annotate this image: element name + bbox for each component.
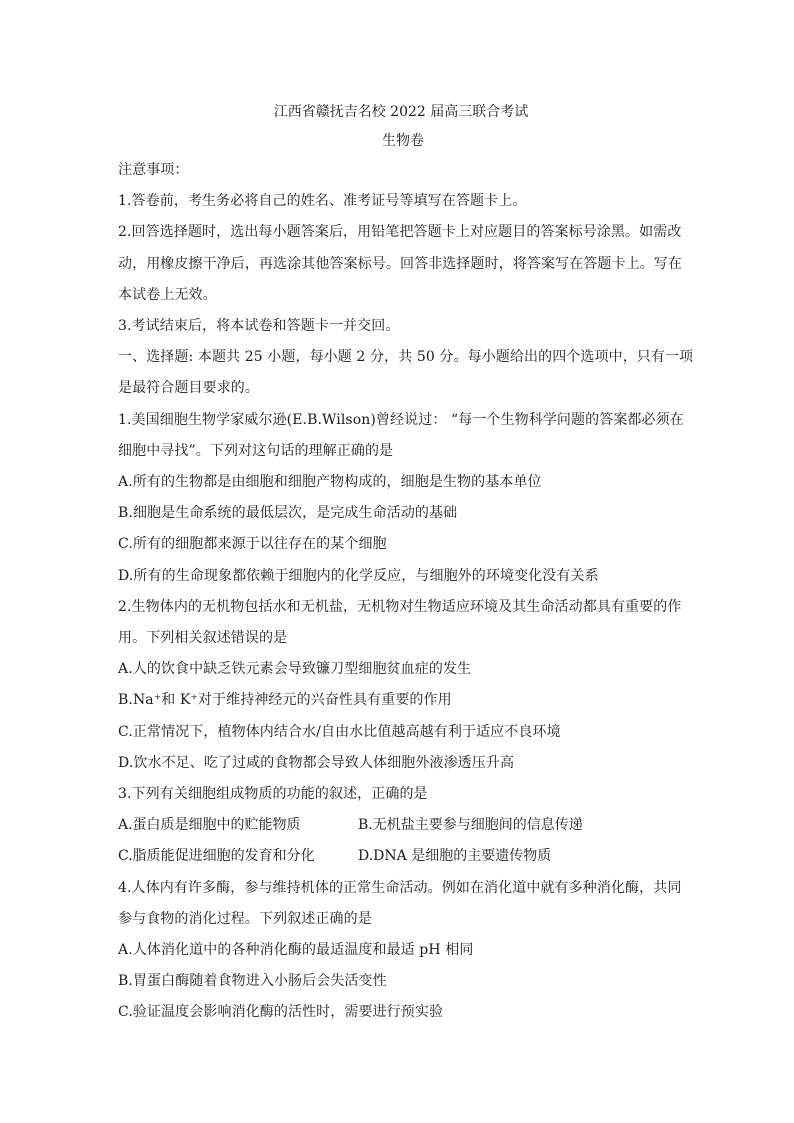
section-header: 一、选择题: 本题共 25 小题，每小题 2 分，共 50 分。每小题给出的四个选项中，只有一项: [118, 349, 694, 366]
question-2-option-a: A.人的饮食中缺乏铁元素会导致镰刀型细胞贫血症的发生: [118, 661, 472, 678]
note-line: 2.回答选择题时，选出每小题答案后，用铅笔把答题卡上对应题目的答案标号涂黑。如需改: [118, 224, 682, 241]
question-2-option-b: B.Na⁺和 K⁺对于维持神经元的兴奋性具有重要的作用: [118, 692, 452, 709]
note-line: 动，用橡皮擦干净后，再选涂其他答案标号。回答非选择题时，将答案写在答题卡上。写在: [118, 255, 682, 272]
question-1-option-a: A.所有的生物都是由细胞和细胞产物构成的，细胞是生物的基本单位: [118, 474, 542, 491]
question-4-option-c: C.验证温度会影响消化酶的活性时，需要进行预实验: [118, 1004, 444, 1021]
notes-header: 注意事项：: [118, 162, 189, 178]
exam-subtitle: 生物卷: [382, 133, 424, 149]
question-1-option-d: D.所有的生命现象都依赖于细胞内的化学反应，与细胞外的环境变化没有关系: [118, 567, 599, 584]
question-4-option-a: A.人体消化道中的各种消化酶的最适温度和最适 pH 相同: [118, 942, 474, 959]
question-1-stem: 1.美国细胞生物学家威尔逊(E.B.Wilson)曾经说过： “每一个生物科学问题的答案都必须在: [118, 411, 684, 428]
question-3-option-c: C.脂质能促进细胞的发育和分化: [118, 848, 315, 865]
question-1-option-c: C.所有的细胞都来源于以往存在的某个细胞: [118, 536, 387, 553]
section-header: 是最符合题目要求的。: [118, 380, 259, 397]
question-3-option-d: D.DNA 是细胞的主要遗传物质: [358, 848, 552, 865]
question-4-option-b: B.胃蛋白酶随着食物进入小肠后会失活变性: [118, 973, 387, 990]
note-line: 本试卷上无效。: [118, 286, 217, 303]
note-line: 1.答卷前，考生务必将自己的姓名、准考证号等填写在答题卡上。: [118, 193, 527, 210]
question-3-option-b: B.无机盐主要参与细胞间的信息传递: [358, 817, 583, 834]
exam-title: 江西省赣抚吉名校 2022 届高三联合考试: [273, 104, 529, 120]
question-3-option-a: A.蛋白质是细胞中的贮能物质: [118, 817, 301, 834]
question-1-option-b: B.细胞是生命系统的最低层次，是完成生命活动的基础: [118, 505, 458, 522]
question-4-stem: 参与食物的消化过程。下列叙述正确的是: [118, 910, 372, 927]
question-3-options-row: [118, 810, 678, 841]
question-2-option-c: C.正常情况下，植物体内结合水/自由水比值越高越有利于适应不良环境: [118, 723, 561, 740]
question-2-stem: 2.生物体内的无机物包括水和无机盐，无机物对生物适应环境及其生命活动都具有重要的作: [118, 598, 682, 615]
question-1-stem: 细胞中寻找”。下列对这句话的理解正确的是: [118, 442, 394, 459]
question-2-stem: 用。下列相关叙述错误的是: [118, 630, 288, 647]
question-2-option-d: D.饮水不足、吃了过咸的食物都会导致人体细胞外液渗透压升高: [118, 754, 515, 771]
question-3-stem: 3.下列有关细胞组成物质的功能的叙述，正确的是: [118, 786, 428, 803]
question-3-options-row: [118, 841, 678, 872]
exam-page: [118, 101, 694, 1029]
note-line: 3.考试结束后，将本试卷和答题卡一并交回。: [118, 318, 400, 335]
question-4-stem: 4.人体内有许多酶，参与维持机体的正常生命活动。例如在消化道中就有多种消化酶，共同: [118, 879, 682, 896]
